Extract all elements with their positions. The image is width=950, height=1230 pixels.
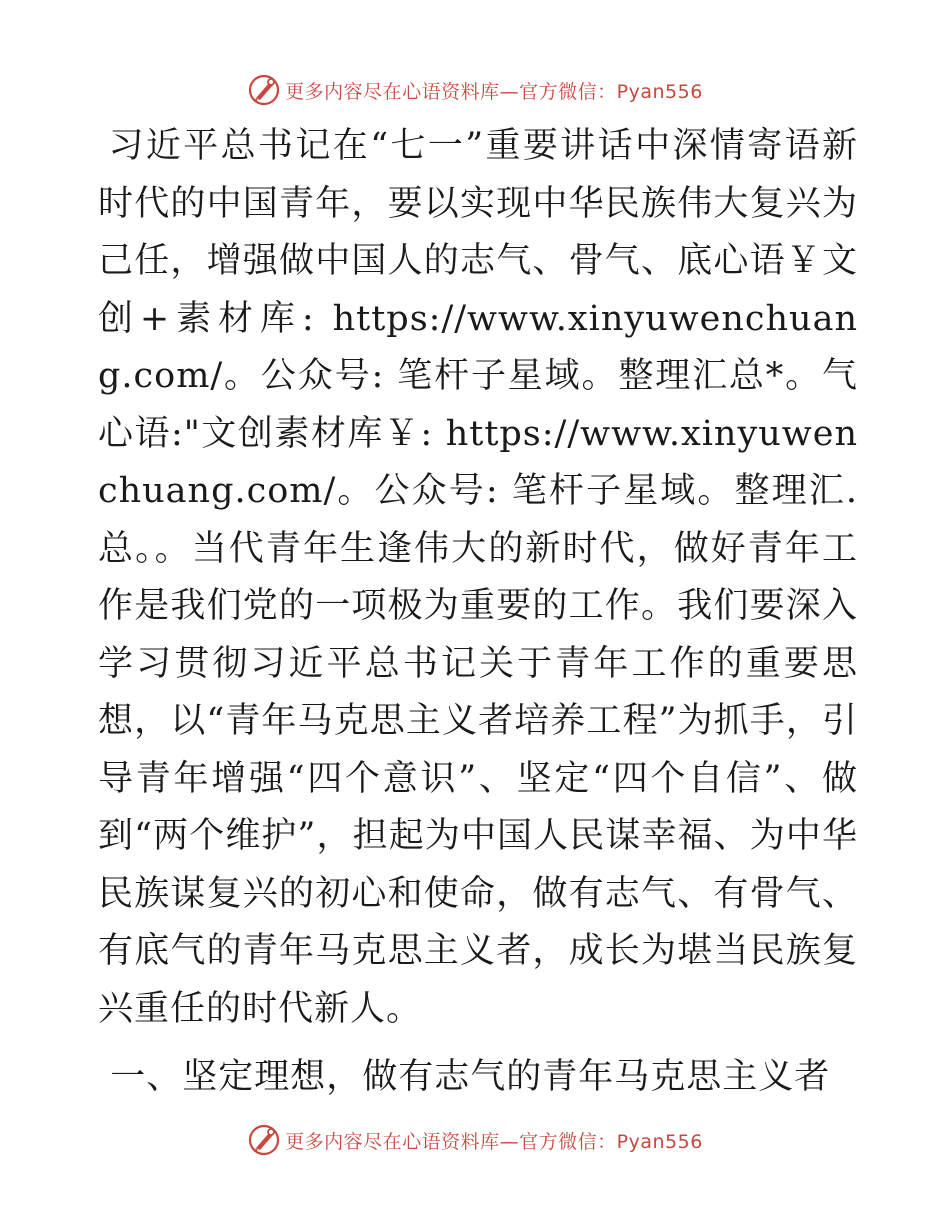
quill-pen-logo-icon — [247, 1123, 281, 1157]
quill-pen-logo-icon — [247, 73, 281, 107]
body-paragraph: 习近平总书记在“七一”重要讲话中深情寄语新时代的中国青年，要以实现中华民族伟大复兴为己任，增强做中国人的志气、骨气、底心语￥文创+素材库: https://www.xinyuwenchuang.com/。公众号: 笔杆子星域。整理汇总*。气心语:"文创素材库￥: https://www.xinyuwenchuang.com/。公众号: 笔杆子星域。整理汇.总。。当代青年生逢伟大的新时代，做好青年工作是我们党的一项极为重要的工作。我们要深入学习贯彻习近平总书记关于青年工作的重要思想，以“青年马克思主义者培养工程”为抓手，引导青年增强“四个意识”、坚定“四个自信”、做到“两个维护”，担起为中国人民谋幸福、为中华民族谋复兴的初心和使命，做有志气、有骨气、有底气的青年马克思主义者，成长为堪当民族复兴重任的时代新人。 — [98, 126, 858, 1029]
footer-watermark-banner — [0, 1118, 950, 1162]
section-heading: 一、坚定理想，做有志气的青年马克思主义者 — [110, 1057, 831, 1097]
banner-text: 更多内容尽在心语资料库—官方微信：Pyan556 — [285, 1130, 703, 1153]
header-watermark-banner — [0, 68, 950, 112]
document-body — [98, 118, 858, 1107]
banner-text: 更多内容尽在心语资料库—官方微信：Pyan556 — [285, 80, 703, 103]
